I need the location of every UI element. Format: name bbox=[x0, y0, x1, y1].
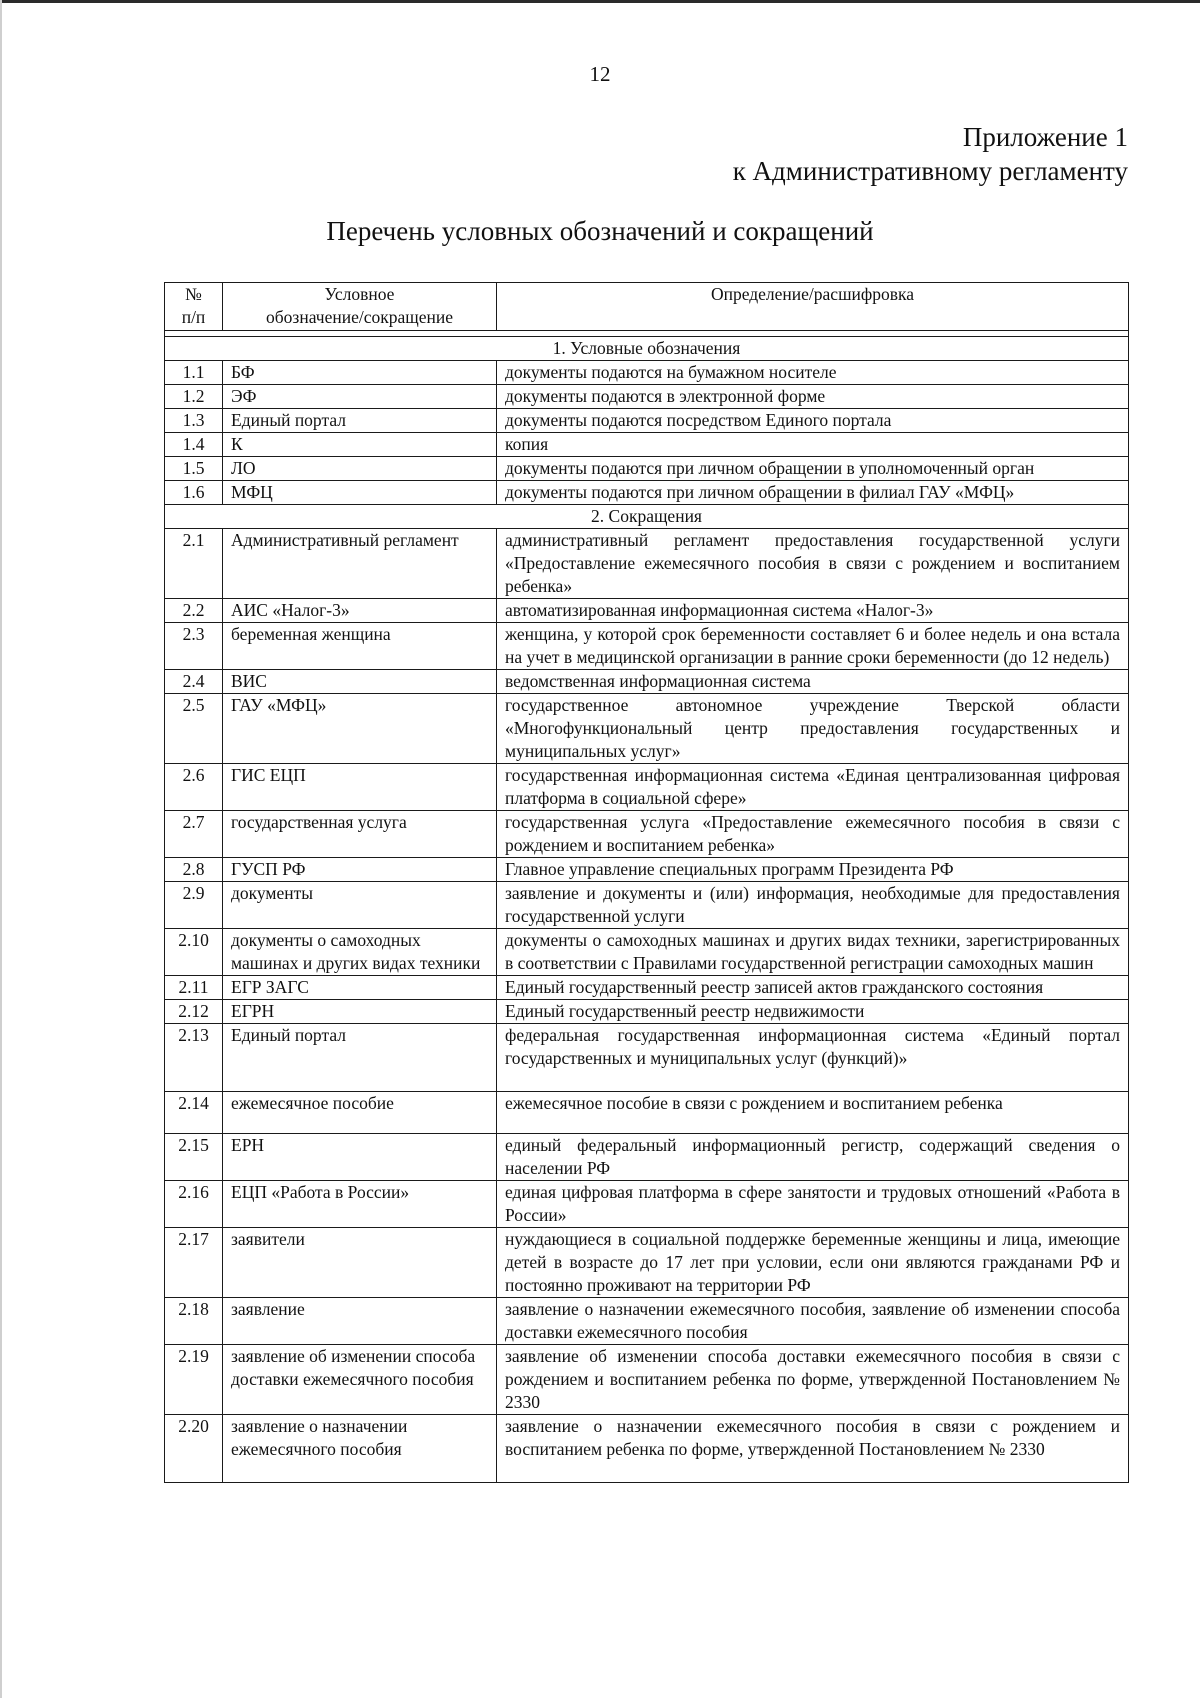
scan-top-edge bbox=[0, 0, 1200, 3]
table-row bbox=[165, 1024, 1129, 1092]
row-definition: заявление и документы и (или) информация, необходимые для предоставления государственной услуги bbox=[497, 882, 1129, 929]
appendix-line-1: Приложение 1 bbox=[962, 122, 1128, 152]
row-definition: государственное автономное учреждение Тверской области «Многофункциональный центр предоставления государственных и муниципальных услуг» bbox=[497, 694, 1129, 764]
scan-left-edge bbox=[0, 0, 2, 1698]
row-term: заявление о назначении ежемесячного пособия bbox=[223, 1415, 497, 1483]
row-definition: нуждающиеся в социальной поддержке беременные женщины и лица, имеющие детей в возрасте до 17 лет при условии, если они являются гражданами РФ и постоянно проживают на территории РФ bbox=[497, 1228, 1129, 1298]
row-definition: документы подаются при личном обращении в уполномоченный орган bbox=[497, 457, 1129, 481]
appendix-line-2: к Административному регламенту bbox=[732, 156, 1128, 186]
row-number: 2.10 bbox=[165, 929, 223, 976]
table-row bbox=[165, 694, 1129, 764]
row-definition: документы подаются на бумажном носителе bbox=[497, 361, 1129, 385]
table-row bbox=[165, 1181, 1129, 1228]
row-number: 2.14 bbox=[165, 1092, 223, 1134]
row-term: документы о самоходных машинах и других видах техники bbox=[223, 929, 497, 976]
table-row bbox=[165, 1345, 1129, 1415]
table-body bbox=[165, 337, 1129, 1483]
table-row bbox=[165, 481, 1129, 505]
row-term: Единый портал bbox=[223, 1024, 497, 1092]
table-row bbox=[165, 361, 1129, 385]
header-number bbox=[165, 283, 223, 331]
row-definition: документы подаются в электронной форме bbox=[497, 385, 1129, 409]
row-number: 2.13 bbox=[165, 1024, 223, 1092]
table-row bbox=[165, 599, 1129, 623]
row-number: 2.6 bbox=[165, 764, 223, 811]
row-number: 1.5 bbox=[165, 457, 223, 481]
table-header-row bbox=[165, 283, 1129, 331]
row-number: 2.15 bbox=[165, 1134, 223, 1181]
row-number: 2.4 bbox=[165, 670, 223, 694]
row-number: 2.5 bbox=[165, 694, 223, 764]
row-number: 1.4 bbox=[165, 433, 223, 457]
section-row bbox=[165, 337, 1129, 361]
table-row bbox=[165, 858, 1129, 882]
row-definition: документы о самоходных машинах и других видах техники, зарегистрированных в соответствии с Правилами государственной регистрации самоходных машин bbox=[497, 929, 1129, 976]
row-term: ежемесячное пособие bbox=[223, 1092, 497, 1134]
row-term: ЕЦП «Работа в России» bbox=[223, 1181, 497, 1228]
row-term: ЛО bbox=[223, 457, 497, 481]
row-definition: документы подаются при личном обращении в филиал ГАУ «МФЦ» bbox=[497, 481, 1129, 505]
table-row bbox=[165, 623, 1129, 670]
section-row bbox=[165, 505, 1129, 529]
table-row bbox=[165, 1092, 1129, 1134]
appendix-heading bbox=[733, 120, 1128, 188]
row-definition: Единый государственный реестр недвижимости bbox=[497, 1000, 1129, 1024]
row-number: 1.2 bbox=[165, 385, 223, 409]
section-title: 1. Условные обозначения bbox=[165, 337, 1129, 361]
row-number: 2.20 bbox=[165, 1415, 223, 1483]
row-definition: ведомственная информационная система bbox=[497, 670, 1129, 694]
row-term: ВИС bbox=[223, 670, 497, 694]
row-term: государственная услуга bbox=[223, 811, 497, 858]
table-row bbox=[165, 764, 1129, 811]
row-number: 2.12 bbox=[165, 1000, 223, 1024]
table-row bbox=[165, 976, 1129, 1000]
table-row bbox=[165, 1134, 1129, 1181]
header-term-line-1: Условное bbox=[324, 284, 395, 304]
table-row bbox=[165, 385, 1129, 409]
row-number: 2.16 bbox=[165, 1181, 223, 1228]
document-title: Перечень условных обозначений и сокращений bbox=[326, 216, 874, 246]
table-row bbox=[165, 1298, 1129, 1345]
row-definition: единый федеральный информационный регистр, содержащий сведения о населении РФ bbox=[497, 1134, 1129, 1181]
abbreviations-table bbox=[164, 282, 1129, 1483]
row-term: заявители bbox=[223, 1228, 497, 1298]
table-row bbox=[165, 457, 1129, 481]
row-number: 2.3 bbox=[165, 623, 223, 670]
row-number: 2.1 bbox=[165, 529, 223, 599]
section-title: 2. Сокращения bbox=[165, 505, 1129, 529]
table-row bbox=[165, 433, 1129, 457]
row-number: 1.1 bbox=[165, 361, 223, 385]
row-definition: административный регламент предоставления государственной услуги «Предоставление ежемесячного пособия в связи с рождением и воспитанием ребенка» bbox=[497, 529, 1129, 599]
header-definition: Определение/расшифровка bbox=[497, 283, 1129, 331]
row-number: 2.9 bbox=[165, 882, 223, 929]
table-row bbox=[165, 1000, 1129, 1024]
row-term: БФ bbox=[223, 361, 497, 385]
row-term: ГАУ «МФЦ» bbox=[223, 694, 497, 764]
table-row bbox=[165, 1415, 1129, 1483]
row-term: ЕРН bbox=[223, 1134, 497, 1181]
row-definition: ежемесячное пособие в связи с рождением и воспитанием ребенка bbox=[497, 1092, 1129, 1134]
row-term: К bbox=[223, 433, 497, 457]
row-term: МФЦ bbox=[223, 481, 497, 505]
row-number: 2.2 bbox=[165, 599, 223, 623]
row-definition: федеральная государственная информационная система «Единый портал государственных и муниципальных услуг (функций)» bbox=[497, 1024, 1129, 1092]
row-term: Административный регламент bbox=[223, 529, 497, 599]
table-row bbox=[165, 529, 1129, 599]
row-definition: копия bbox=[497, 433, 1129, 457]
row-term: ЕГР ЗАГС bbox=[223, 976, 497, 1000]
row-definition: Главное управление специальных программ Президента РФ bbox=[497, 858, 1129, 882]
row-number: 2.19 bbox=[165, 1345, 223, 1415]
page-number: 12 bbox=[589, 62, 611, 86]
table-row bbox=[165, 882, 1129, 929]
row-definition: Единый государственный реестр записей актов гражданского состояния bbox=[497, 976, 1129, 1000]
row-number: 2.8 bbox=[165, 858, 223, 882]
row-term: беременная женщина bbox=[223, 623, 497, 670]
row-term: АИС «Налог-3» bbox=[223, 599, 497, 623]
row-term: ЕГРН bbox=[223, 1000, 497, 1024]
row-definition: заявление о назначении ежемесячного пособия в связи с рождением и воспитанием ребенка по форме, утвержденной Постановлением № 2330 bbox=[497, 1415, 1129, 1483]
row-number: 2.17 bbox=[165, 1228, 223, 1298]
row-number: 1.3 bbox=[165, 409, 223, 433]
row-definition: государственная услуга «Предоставление ежемесячного пособия в связи с рождением и воспитанием ребенка» bbox=[497, 811, 1129, 858]
row-definition: единая цифровая платформа в сфере занятости и трудовых отношений «Работа в России» bbox=[497, 1181, 1129, 1228]
table-row bbox=[165, 1228, 1129, 1298]
header-term-line-2: обозначение/сокращение bbox=[266, 307, 453, 327]
row-term: заявление bbox=[223, 1298, 497, 1345]
table-row bbox=[165, 409, 1129, 433]
row-number: 2.7 bbox=[165, 811, 223, 858]
row-term: ЭФ bbox=[223, 385, 497, 409]
row-definition: заявление о назначении ежемесячного пособия, заявление об изменении способа доставки ежемесячного пособия bbox=[497, 1298, 1129, 1345]
row-term: ГИС ЕЦП bbox=[223, 764, 497, 811]
row-term: документы bbox=[223, 882, 497, 929]
header-number-line-1: № bbox=[185, 284, 202, 304]
row-definition: документы подаются посредством Единого портала bbox=[497, 409, 1129, 433]
row-term: ГУСП РФ bbox=[223, 858, 497, 882]
header-number-line-2: п/п bbox=[181, 307, 206, 327]
row-term: Единый портал bbox=[223, 409, 497, 433]
row-number: 2.18 bbox=[165, 1298, 223, 1345]
table-row bbox=[165, 929, 1129, 976]
row-number: 1.6 bbox=[165, 481, 223, 505]
row-number: 2.11 bbox=[165, 976, 223, 1000]
table-row bbox=[165, 811, 1129, 858]
header-term bbox=[223, 283, 497, 331]
table-row bbox=[165, 670, 1129, 694]
row-term: заявление об изменении способа доставки ежемесячного пособия bbox=[223, 1345, 497, 1415]
row-definition: женщина, у которой срок беременности составляет 6 и более недель и она встала на учет в медицинской организации в ранние сроки беременности (до 12 недель) bbox=[497, 623, 1129, 670]
row-definition: заявление об изменении способа доставки ежемесячного пособия в связи с рождением и воспитанием ребенка по форме, утвержденной Постановлением № 2330 bbox=[497, 1345, 1129, 1415]
row-definition: автоматизированная информационная система «Налог-3» bbox=[497, 599, 1129, 623]
row-definition: государственная информационная система «Единая централизованная цифровая платформа в социальной сфере» bbox=[497, 764, 1129, 811]
